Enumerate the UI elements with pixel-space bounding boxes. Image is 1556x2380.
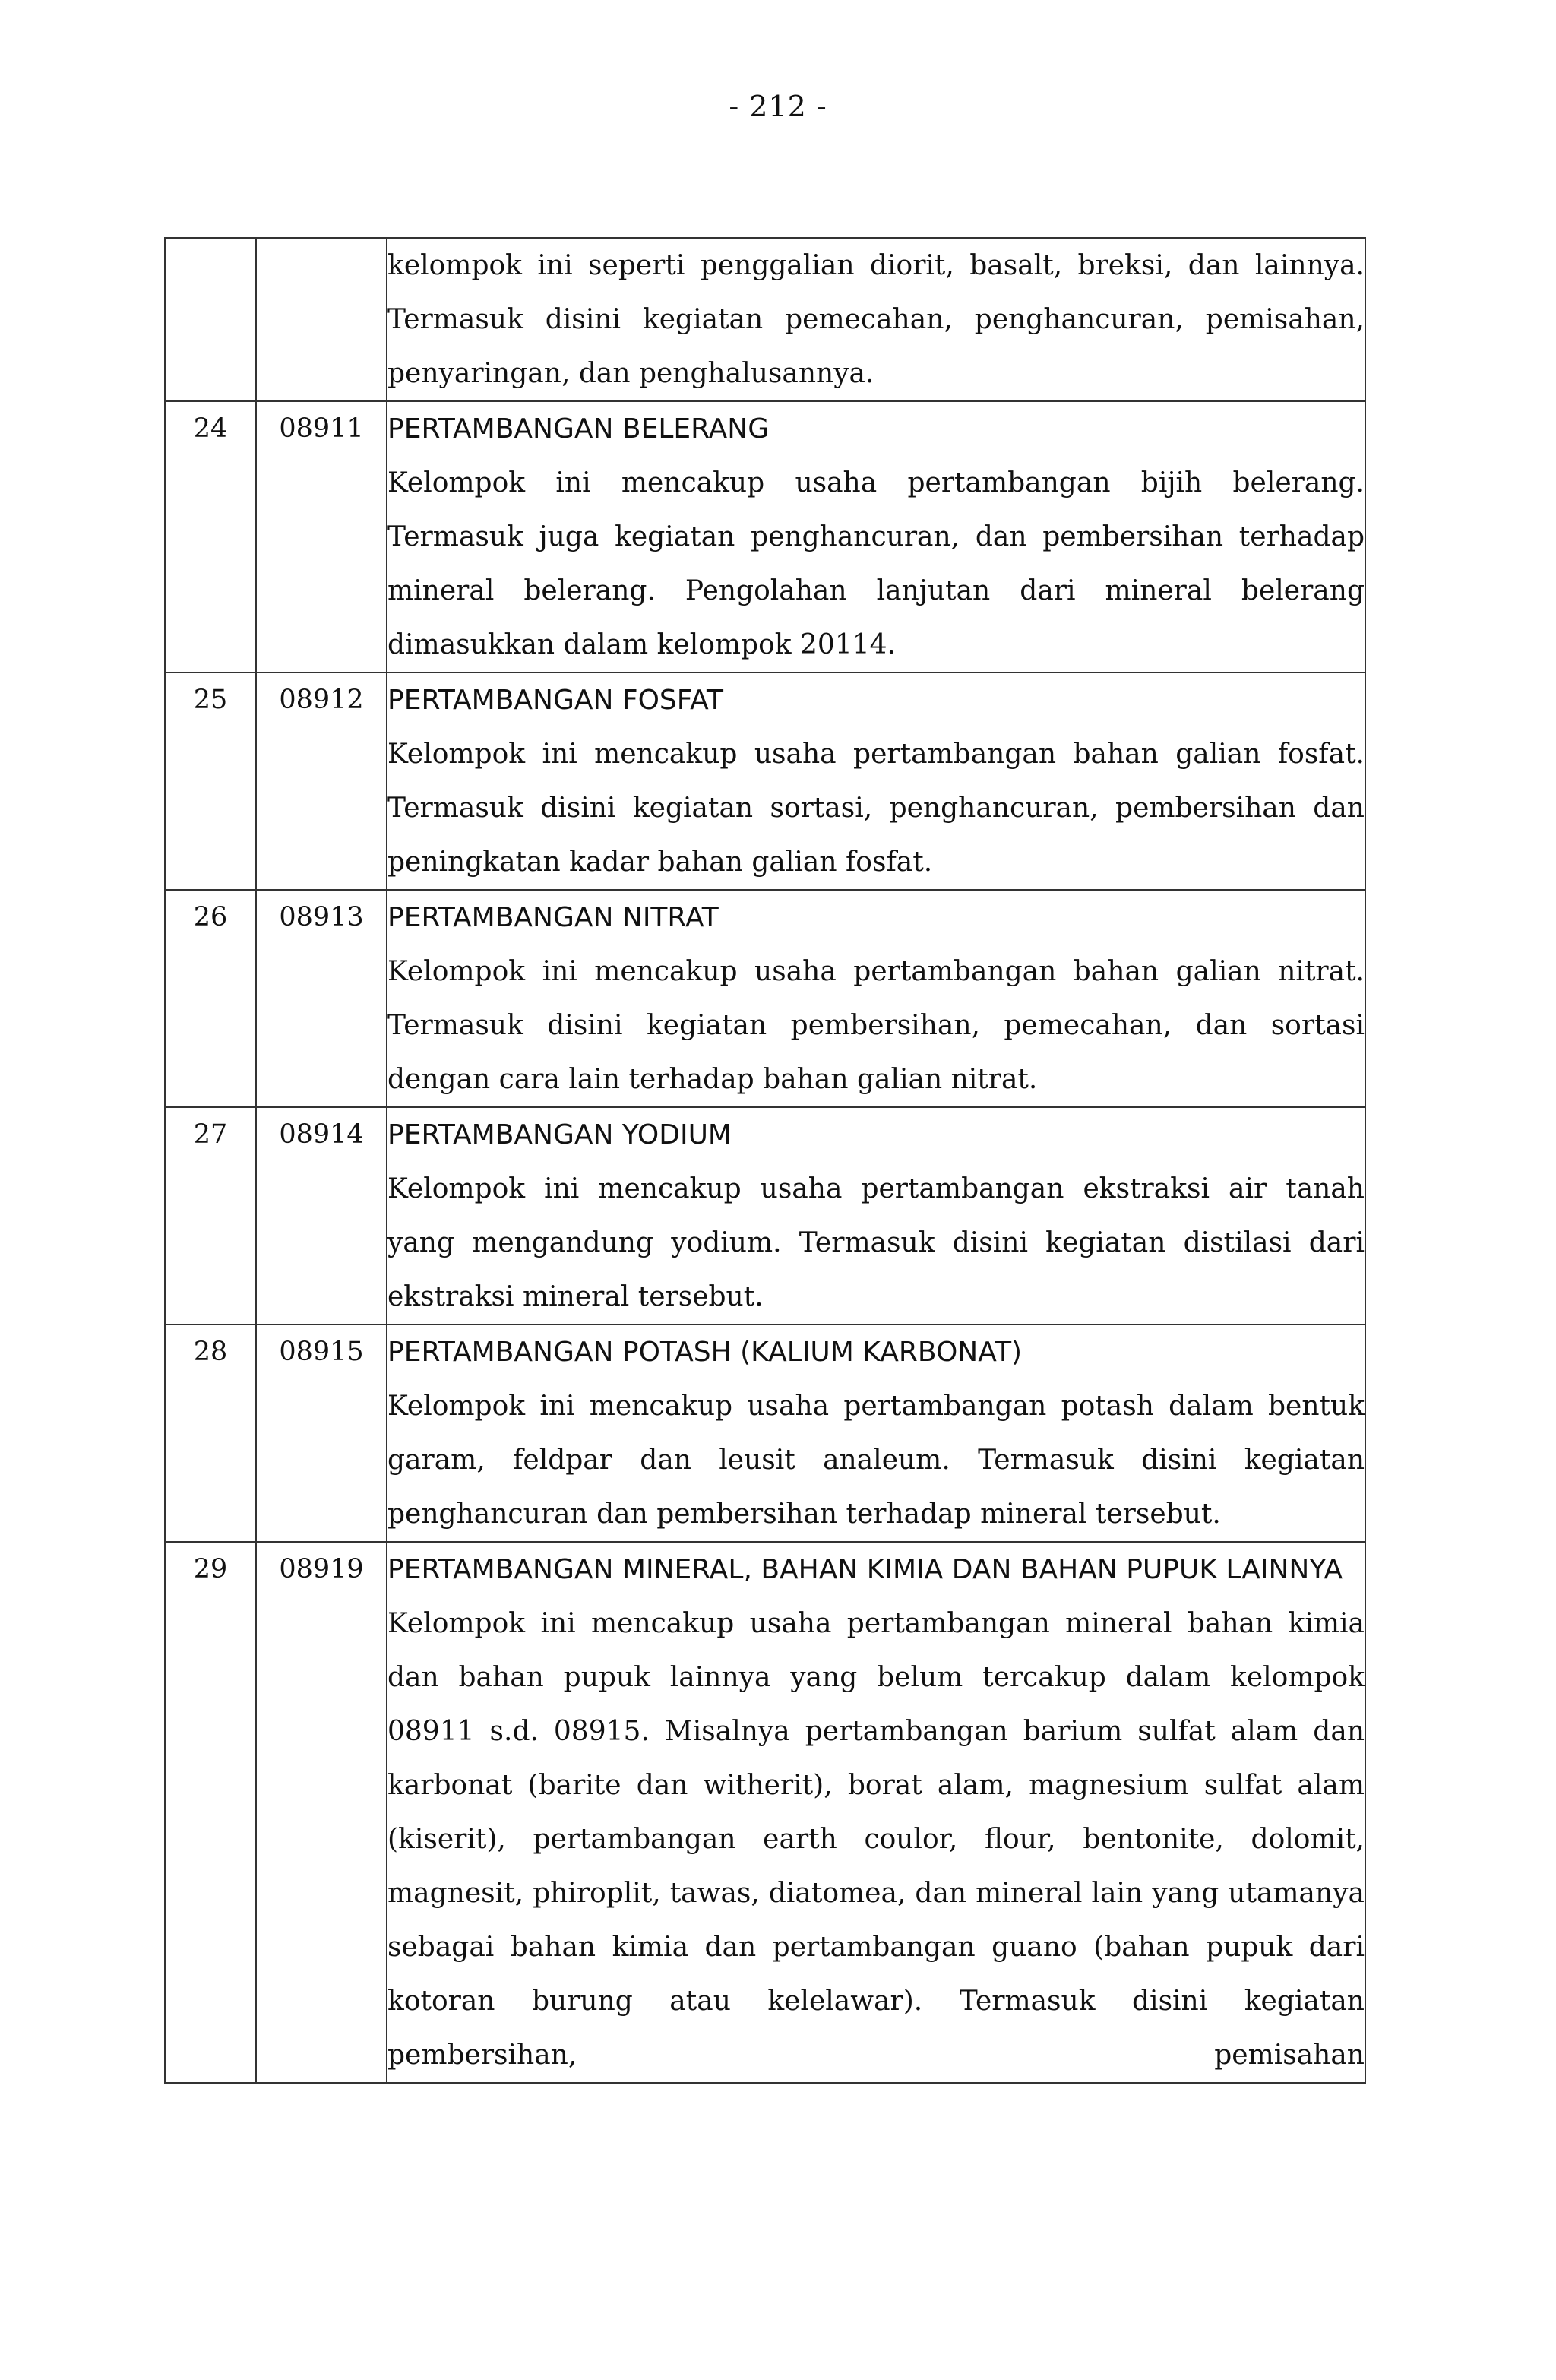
row-number: 25 [165,673,256,890]
table-row [165,1542,1365,2083]
row-code: 08914 [256,1107,387,1325]
row-code: 08915 [256,1325,387,1542]
table-row [165,890,1365,1107]
row-code: 08919 [256,1542,387,2083]
row-description-cell [387,401,1365,673]
row-title: PERTAMBANGAN YODIUM [387,1119,732,1150]
row-description: Kelompok ini mencakup usaha pertambangan bahan galian fosfat. Termasuk disini kegiatan sortasi, penghancuran, pembersihan dan peningkatan kadar bahan galian fosfat. [387,739,1365,878]
row-description-cell [387,890,1365,1107]
table-row [165,1325,1365,1542]
row-number [165,238,256,401]
row-number: 26 [165,890,256,1107]
row-description: Kelompok ini mencakup usaha pertambangan bahan galian nitrat. Termasuk disini kegiatan pembersihan, pemecahan, dan sortasi dengan cara lain terhadap bahan galian nitrat. [387,956,1365,1095]
kbli-table [164,237,1366,2084]
row-code: 08911 [256,401,387,673]
row-description: Kelompok ini mencakup usaha pertambangan potash dalam bentuk garam, feldpar dan leusit analeum. Termasuk disini kegiatan penghancuran dan pembersihan terhadap mineral tersebut. [387,1391,1365,1530]
row-description-cell [387,1325,1365,1542]
row-description-cell [387,1107,1365,1325]
row-title: PERTAMBANGAN BELERANG [387,413,770,445]
row-code: 08913 [256,890,387,1107]
row-code: 08912 [256,673,387,890]
table-row [165,1107,1365,1325]
row-description: Kelompok ini mencakup usaha pertambangan mineral bahan kimia dan bahan pupuk lainnya yang belum tercakup dalam kelompok 08911 s.d. 08915. Misalnya pertambangan barium sulfat alam dan karbonat (barite dan witherit), borat alam, magnesium sulfat alam (kiserit), pertambangan earth coulor, flour, bentonite, dolomit, magnesit, phiroplit, tawas, diatomea, dan mineral lain yang utamanya sebagai bahan kimia dan pertambangan guano (bahan pupuk dari kotoran burung atau kelelawar). Termasuk disini kegiatan pembersihan, pemisahan [387,1608,1365,2071]
row-number: 28 [165,1325,256,1542]
row-title: PERTAMBANGAN POTASH (KALIUM KARBONAT) [387,1337,1023,1368]
row-description: Kelompok ini mencakup usaha pertambangan ekstraksi air tanah yang mengandung yodium. Termasuk disini kegiatan distilasi dari ekstraksi mineral tersebut. [387,1173,1365,1312]
row-title: PERTAMBANGAN MINERAL, BAHAN KIMIA DAN BAHAN PUPUK LAINNYA [387,1554,1343,1585]
row-description: kelompok ini seperti penggalian diorit, basalt, breksi, dan lainnya. Termasuk disini kegiatan pemecahan, penghancuran, pemisahan, penyaringan, dan penghalusannya. [387,250,1365,389]
page-number: - 212 - [729,90,827,123]
row-title: PERTAMBANGAN FOSFAT [387,685,724,716]
row-description-cell [387,673,1365,890]
row-number: 29 [165,1542,256,2083]
row-description: Kelompok ini mencakup usaha pertambangan bijih belerang. Termasuk juga kegiatan penghancuran, dan pembersihan terhadap mineral belerang. Pengolahan lanjutan dari mineral belerang dimasukkan dalam kelompok 20114. [387,467,1365,660]
row-description-cell [387,1542,1365,2083]
table-row [165,401,1365,673]
table-row [165,673,1365,890]
table-row [165,238,1365,401]
row-code [256,238,387,401]
row-description-cell [387,238,1365,401]
row-number: 24 [165,401,256,673]
row-number: 27 [165,1107,256,1325]
row-title: PERTAMBANGAN NITRAT [387,902,719,933]
